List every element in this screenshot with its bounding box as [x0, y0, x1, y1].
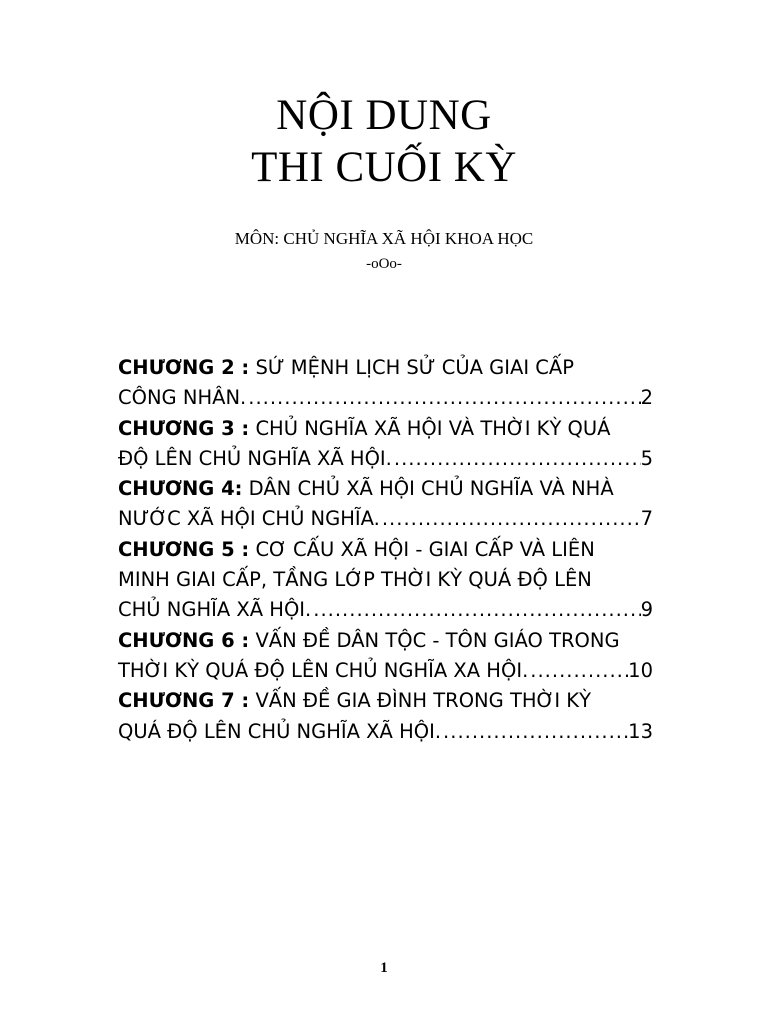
toc-entry-chapter-4: [118, 474, 653, 535]
page-ref: 2: [640, 386, 653, 410]
chapter-title: CHỦ NGHĨA XÃ HỘI VÀ THỜI KỲ QUÁ: [255, 416, 611, 440]
chapter-label: CHƯƠNG 5 :: [118, 537, 250, 561]
toc-entry-chapter-3: [118, 414, 653, 475]
page-ref: 10: [628, 658, 653, 682]
toc-entry-leader-line: [118, 717, 653, 747]
chapter-label: CHƯƠNG 3 :: [118, 416, 250, 440]
toc-entry-chapter-6: [118, 626, 653, 687]
dot-leader: [528, 656, 628, 686]
chapter-title: VẤN ĐỀ GIA ĐÌNH TRONG THỜI KỲ: [255, 689, 591, 713]
toc-entry-leader-line: [118, 656, 653, 686]
chapter-title: VẤN ĐỀ DÂN TỘC - TÔN GIÁO TRONG: [255, 628, 620, 652]
page-number: 1: [380, 960, 388, 976]
toc-entry-first-line: [118, 474, 653, 504]
dot-leader: [311, 595, 640, 625]
dot-leader: [380, 504, 641, 534]
toc-entry-chapter-5: [118, 535, 653, 626]
chapter-title-end: THỜI KỲ QUÁ ĐỘ LÊN CHỦ NGHĨA XA HỘI.: [118, 658, 529, 682]
toc-entry-leader-line: [118, 383, 653, 413]
chapter-title-end: ĐỘ LÊN CHỦ NGHĨA XÃ HỘI.: [118, 446, 392, 470]
chapter-title: SỨ MỆNH LỊCH SỬ CỦA GIAI CẤP: [255, 356, 575, 379]
title-line-2: THI CUỐI KỲ: [251, 144, 517, 191]
toc-entry-chapter-2: [118, 353, 653, 414]
dot-leader: [246, 383, 640, 413]
chapter-label: CHƯƠNG 7 :: [118, 689, 250, 713]
page-ref: 5: [640, 446, 653, 470]
page-ref: 9: [640, 598, 653, 622]
chapter-title-end: QUÁ ĐỘ LÊN CHỦ NGHĨA XÃ HỘI.: [118, 719, 442, 743]
table-of-contents: [118, 353, 653, 747]
title-line-1: NỘI DUNG: [276, 92, 492, 139]
toc-entry-leader-line: [118, 595, 653, 625]
page-ref: 13: [628, 719, 653, 743]
chapter-title-end: CHỦ NGHĨA XÃ HỘI.: [118, 598, 312, 622]
toc-entry-leader-line: [118, 504, 653, 534]
chapter-label: CHƯƠNG 6 :: [118, 628, 250, 652]
toc-entry-first-line: [118, 414, 653, 444]
toc-entry-first-line: [118, 686, 653, 716]
chapter-title-end: NƯỚC XÃ HỘI CHỦ NGHĨA.: [118, 507, 380, 531]
chapter-title: CƠ CẤU XÃ HỘI - GIAI CẤP VÀ LIÊN: [255, 537, 595, 561]
dot-leader: [441, 717, 628, 747]
chapter-label: CHƯƠNG 2 :: [118, 356, 250, 379]
toc-entry-first-line: [118, 353, 653, 383]
page-ref: 7: [640, 507, 653, 531]
toc-entry-middle-line: MINH GIAI CẤP, TẦNG LỚP THỜI KỲ QUÁ ĐỘ LÊN: [118, 568, 592, 592]
subject-line: MÔN: CHỦ NGHĨA XÃ HỘI KHOA HỌC: [234, 229, 534, 248]
chapter-title-end: CÔNG NHÂN.: [118, 386, 247, 410]
chapter-title: DÂN CHỦ XÃ HỘI CHỦ NGHĨA VÀ NHÀ: [248, 477, 614, 501]
dot-leader: [392, 444, 641, 474]
toc-entry-leader-line: [118, 444, 653, 474]
toc-entry-chapter-7: [118, 686, 653, 747]
ornament-divider: -oOo-: [366, 256, 402, 272]
chapter-label: CHƯƠNG 4:: [118, 477, 243, 501]
toc-entry-first-line: [118, 535, 653, 565]
toc-entry-first-line: [118, 626, 653, 656]
